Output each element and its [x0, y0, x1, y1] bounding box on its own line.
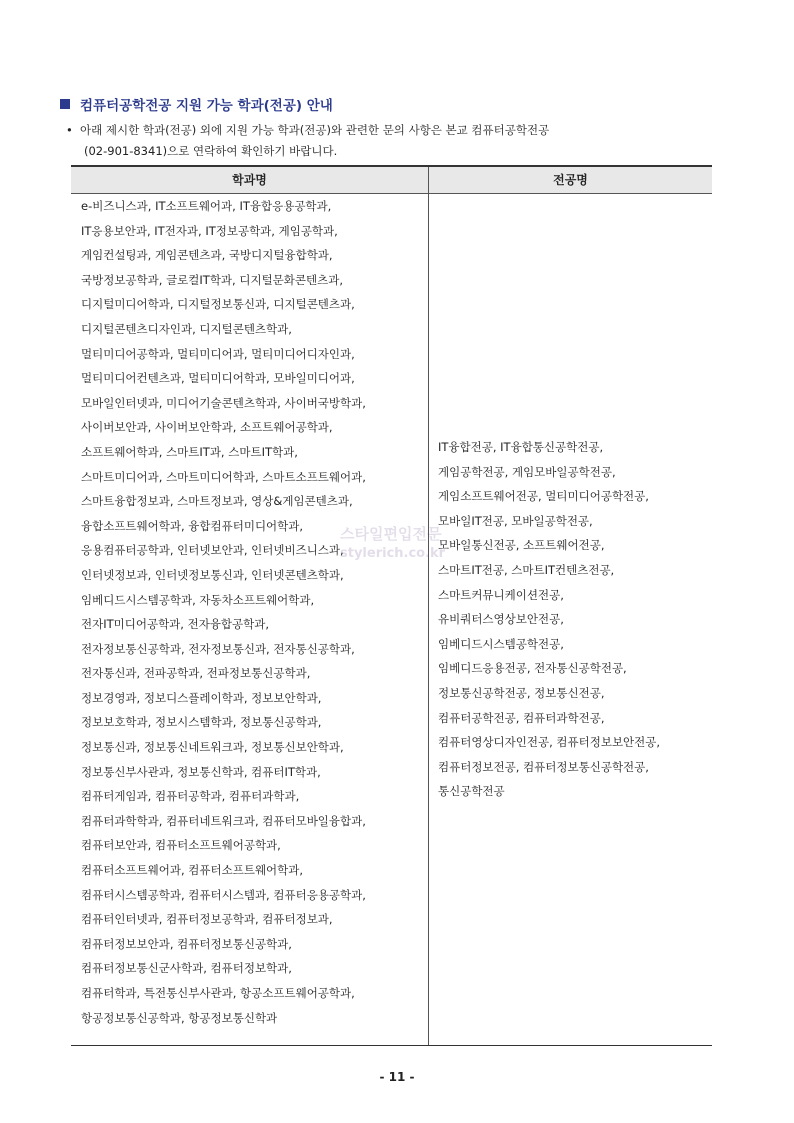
department-row: 소프트웨어학과, 스마트IT과, 스마트IT학과,	[81, 444, 298, 459]
section-heading	[60, 94, 333, 114]
department-row: 융합소프트웨어학과, 융합컴퓨터미디어학과,	[81, 518, 304, 533]
department-row: 항공정보통신공학과, 항공정보통신학과	[81, 1010, 278, 1025]
note-line-2: (02-901-8341)으로 연락하여 확인하기 바랍니다.	[84, 144, 338, 158]
column-divider	[428, 167, 429, 1045]
table-header-row	[71, 167, 712, 194]
department-row: 전자정보통신공학과, 전자정보통신과, 전자통신공학과,	[81, 641, 355, 656]
department-list	[81, 194, 426, 1030]
watermark-line-2: stylerich.co.kr	[340, 546, 446, 561]
department-row: 정보통신과, 정보통신네트워크과, 정보통신보안학과,	[81, 740, 344, 755]
square-bullet-icon	[60, 99, 70, 109]
header-department: 학과명	[232, 173, 267, 187]
department-row: 전자통신과, 전파공학과, 전파정보통신공학과,	[81, 666, 311, 681]
department-row: 컴퓨터학과, 특전통신부사관과, 항공소프트웨어공학과,	[81, 986, 355, 1000]
department-row: 정보통신부사관과, 정보통신학과, 컴퓨터IT학과,	[81, 764, 321, 779]
header-major: 전공명	[553, 173, 588, 187]
department-row: 컴퓨터정보통신군사학과, 컴퓨터정보학과,	[81, 961, 292, 976]
department-row: 임베디드시스템공학과, 자동차소프트웨어학과,	[81, 592, 315, 607]
contact-note	[66, 120, 726, 162]
department-row: e-비즈니스과, IT소프트웨어과, IT융합응용공학과,	[81, 199, 332, 213]
major-row: 모바일IT전공, 모바일공학전공,	[438, 513, 593, 528]
major-row: 임베디드시스템공학전공,	[438, 636, 564, 651]
department-row: 게임컨설팅과, 게임콘텐츠과, 국방디지털융합학과,	[81, 248, 333, 263]
department-row: 모바일인터넷과, 미디어기술콘텐츠학과, 사이버국방학과,	[81, 395, 366, 410]
major-row: 임베디드응용전공, 전자통신공학전공,	[438, 661, 627, 676]
department-row: 응용컴퓨터공학과, 인터넷보안과, 인터넷비즈니스과,	[81, 543, 344, 558]
major-row: IT융합전공, IT융합통신공학전공,	[438, 440, 604, 454]
major-row: 정보통신공학전공, 정보통신전공,	[438, 685, 605, 700]
major-row: 컴퓨터영상디자인전공, 컴퓨터정보보안전공,	[438, 735, 661, 750]
watermark-logo	[340, 523, 470, 583]
major-row: 컴퓨터정보전공, 컴퓨터정보통신공학전공,	[438, 759, 649, 774]
note-line-1: 아래 제시한 학과(전공) 외에 지원 가능 학과(전공)와 관련한 문의 사항은 본교 컴퓨터공학전공	[80, 123, 550, 137]
department-row: 디지털콘텐츠디자인과, 디지털콘텐츠학과,	[81, 321, 292, 336]
major-row: 컴퓨터공학전공, 컴퓨터과학전공,	[438, 710, 605, 725]
major-row: 통신공학전공	[438, 784, 505, 799]
department-row: 인터넷정보과, 인터넷정보통신과, 인터넷콘텐츠학과,	[81, 567, 344, 582]
major-row: 게임공학전공, 게임모바일공학전공,	[438, 464, 616, 479]
department-row: 컴퓨터인터넷과, 컴퓨터정보공학과, 컴퓨터정보과,	[81, 912, 333, 927]
department-row: 컴퓨터게임과, 컴퓨터공학과, 컴퓨터과학과,	[81, 789, 300, 804]
department-row: 멀티미디어공학과, 멀티미디어과, 멀티미디어디자인과,	[81, 346, 355, 361]
department-row: IT응용보안과, IT전자과, IT정보공학과, 게임공학과,	[81, 223, 338, 238]
department-row: 정보경영과, 정보디스플레이학과, 정보보안학과,	[81, 690, 322, 705]
department-row: 스마트미디어과, 스마트미디어학과, 스마트소프트웨어과,	[81, 469, 366, 484]
major-row: 모바일통신전공, 소프트웨어전공,	[438, 538, 605, 553]
department-row: 컴퓨터과학학과, 컴퓨터네트워크과, 컴퓨터모바일융합과,	[81, 813, 366, 828]
major-row: 스마트커뮤니케이션전공,	[438, 587, 564, 602]
major-list	[438, 435, 708, 804]
department-row: 컴퓨터소프트웨어과, 컴퓨터소프트웨어학과,	[81, 863, 304, 878]
major-row: 게임소프트웨어전공, 멀티미디어공학전공,	[438, 489, 649, 504]
major-row: 스마트IT전공, 스마트IT컨텐츠전공,	[438, 562, 615, 577]
department-row: 전자IT미디어공학과, 전자융합공학과,	[81, 617, 270, 632]
department-row: 멀티미디어컨텐츠과, 멀티미디어학과, 모바일미디어과,	[81, 371, 355, 386]
department-row: 스마트융합정보과, 스마트정보과, 영상&게임콘텐츠과,	[81, 494, 353, 509]
department-row: 컴퓨터보안과, 컴퓨터소프트웨어공학과,	[81, 838, 281, 853]
note-bullet: •	[66, 123, 73, 137]
department-row: 정보보호학과, 정보시스템학과, 정보통신공학과,	[81, 715, 322, 730]
department-row: 컴퓨터시스템공학과, 컴퓨터시스템과, 컴퓨터응용공학과,	[81, 887, 366, 902]
department-row: 국방정보공학과, 글로컬IT학과, 디지털문화콘텐츠과,	[81, 272, 343, 287]
page-number: - 11 -	[379, 1070, 415, 1084]
eligible-departments-table	[71, 165, 712, 1046]
department-row: 컴퓨터정보보안과, 컴퓨터정보통신공학과,	[81, 936, 292, 951]
major-row: 유비쿼터스영상보안전공,	[438, 612, 564, 627]
department-row: 디지털미디어학과, 디지털정보통신과, 디지털콘텐츠과,	[81, 297, 355, 312]
department-row: 사이버보안과, 사이버보안학과, 소프트웨어공학과,	[81, 420, 333, 435]
section-heading-text: 컴퓨터공학전공 지원 가능 학과(전공) 안내	[80, 98, 333, 114]
watermark-line-1: 스타일편입전문	[340, 525, 442, 543]
